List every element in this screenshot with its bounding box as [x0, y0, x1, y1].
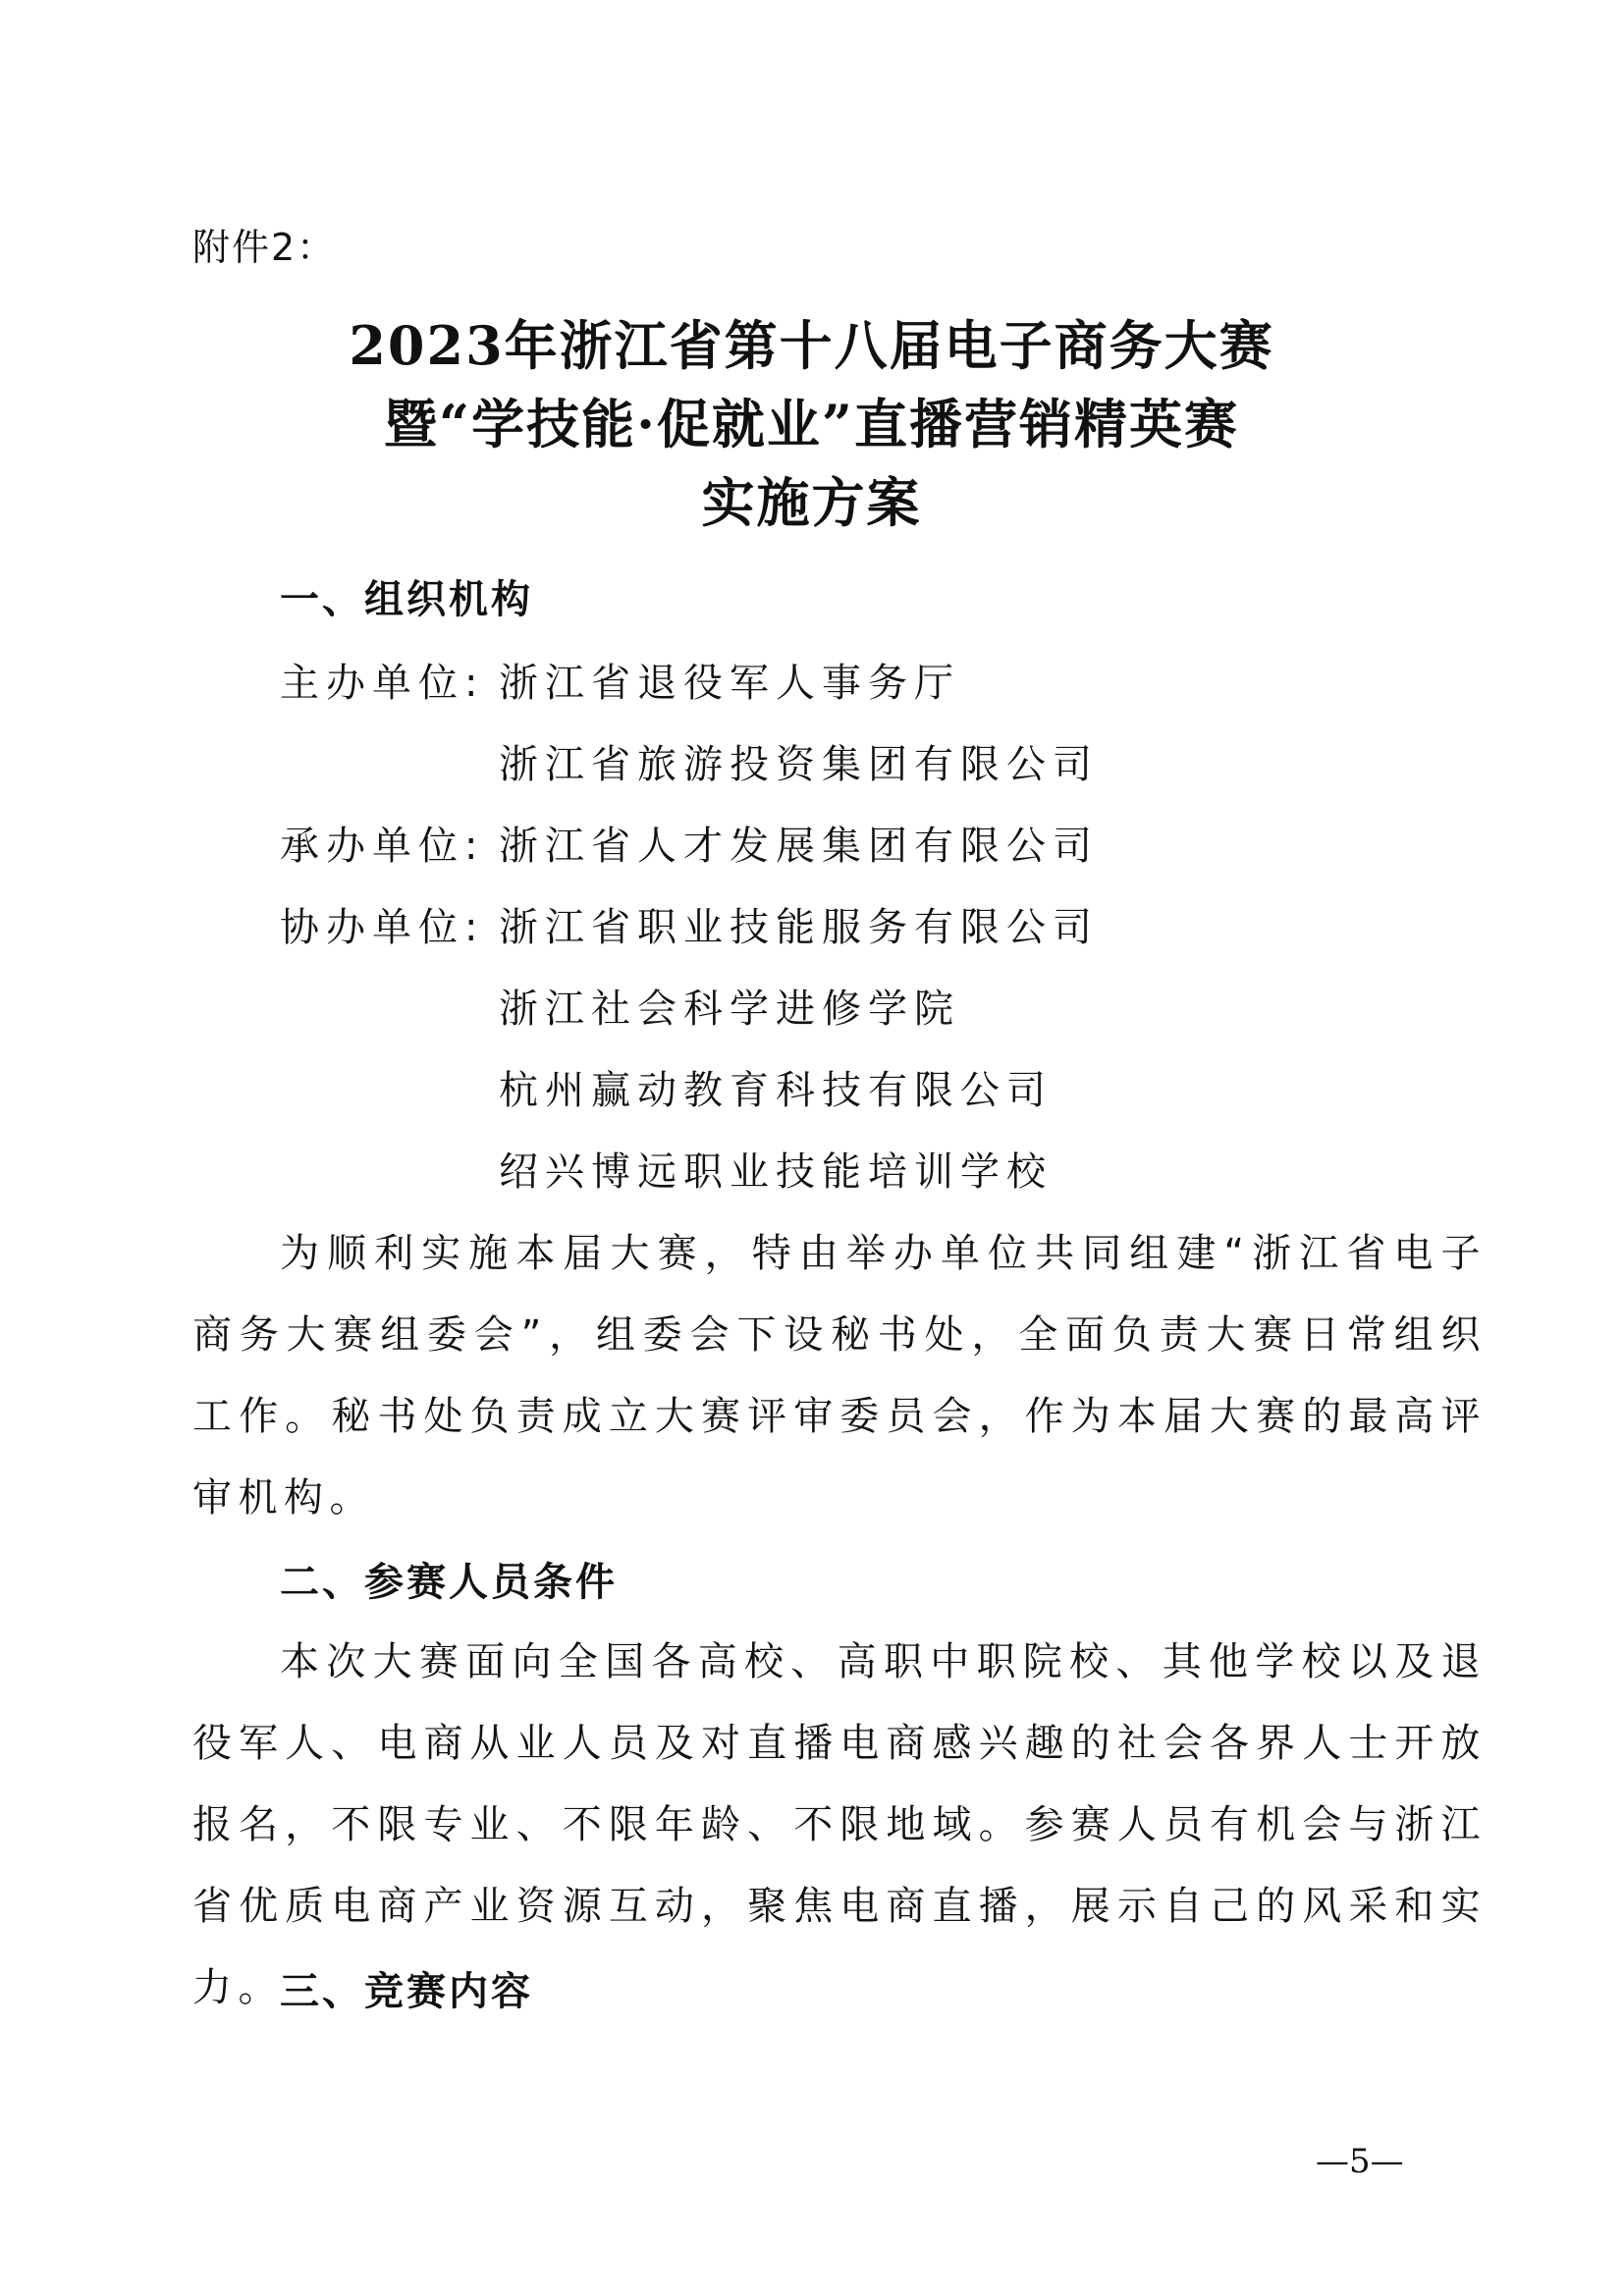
co-organizer-label: 协办单位: [280, 905, 485, 950]
organization-paragraph: 为顺利实施本届大赛，特由举办单位共同组建“浙江省电子商务大赛组委会”，组委会下设秘书处，全面负责大赛日常组织工作。秘书处负责成立大赛评审委员会，作为本届大赛的最高评审机构。 [192, 1231, 1487, 1521]
section-heading-eligibility: 二、参赛人员条件 [280, 1560, 618, 1605]
co-organizer-item: 浙江省职业技能服务有限公司 [499, 905, 1099, 950]
organizer-item: 浙江省旅游投资集团有限公司 [499, 742, 1099, 787]
undertaker-item: 浙江省人才发展集团有限公司 [499, 824, 1099, 869]
document-title [0, 306, 1623, 542]
title-line-1: 2023年浙江省第十八届电子商务大赛 [349, 314, 1274, 377]
page-number: —5— [1316, 2142, 1404, 2181]
eligibility-paragraph: 本次大赛面向全国各高校、高职中职院校、其他学校以及退役军人、电商从业人员及对直播电商感兴趣的社会各界人士开放报名，不限专业、不限年龄、不限地域。参赛人员有机会与浙江省优质电商产业资源互动，聚焦电商直播，展示自己的风采和实力。 [192, 1639, 1487, 2010]
organizer-label: 主办单位: [280, 661, 485, 706]
title-line-3: 实施方案 [701, 471, 922, 534]
attachment-label: 附件2： [192, 226, 337, 269]
undertaker-label: 承办单位: [280, 824, 485, 869]
section-heading-content: 三、竞赛内容 [280, 1969, 533, 2014]
title-line-2: 暨“学技能·促就业”直播营销精英赛 [384, 393, 1239, 455]
co-organizer-item: 绍兴博远职业技能培训学校 [499, 1149, 1053, 1195]
organizer-item: 浙江省退役军人事务厅 [499, 661, 960, 706]
section-heading-organization: 一、组织机构 [280, 577, 533, 622]
co-organizer-item: 浙江社会科学进修学院 [499, 987, 960, 1032]
co-organizer-item: 杭州赢动教育科技有限公司 [499, 1068, 1053, 1113]
